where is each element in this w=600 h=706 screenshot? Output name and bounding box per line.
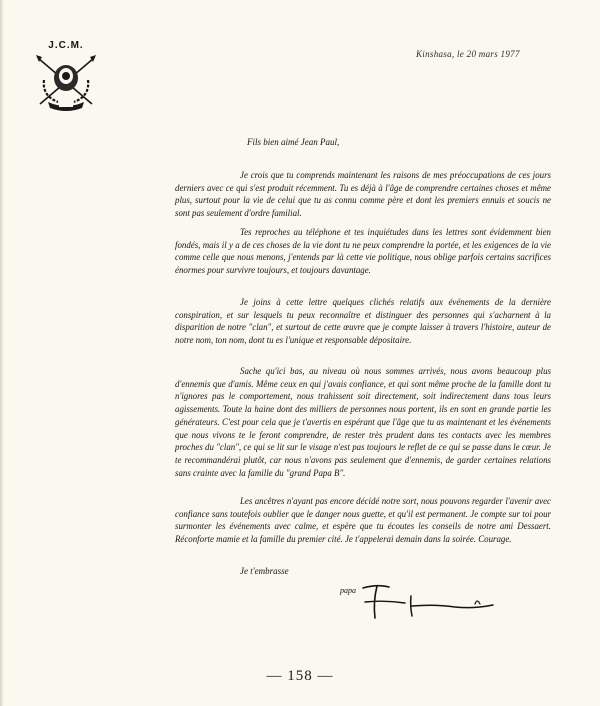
- page-number: — 158 —: [266, 668, 334, 684]
- letterhead: [26, 40, 106, 120]
- letter-paragraph-4: Sache qu'ici bas, au niveau où nous sommes arrivés, nous avons beaucoup plus d'ennemis que d'amis. Même ceux en qui j'avais confiance, et qui sont même proche de la famille dont tu n'ignores pas le comportement, nous trahissent soit directement, soit indirectement dans tous leurs agissements. Toute la haine dont des milliers de personnes nous portent, ils en sont en grande partie les générateurs. C'est pour cela que je t'avertis en espérant que l'âge que tu as maintenant et les événements que nous vivons te le feront comprendre, de rester très prudent dans tes contacts avec les membres proches du "clan", ce qui se lit sur le visage n'est pas toujours le reflet de ce qui se passe dans le cœur. Je te recommandérai plutôt, car nous n'avons pas seulement que d'ennemis, de garder certaines relations sans crainte avec la famille du "grand Papa B".: [175, 366, 551, 478]
- letter-salutation: Fils bien aimé Jean Paul,: [247, 137, 340, 147]
- letter-paragraph-5: Les ancêtres n'ayant pas encore décidé notre sort, nous pouvons regarder l'avenir avec confiance sans toutefois oublier que le danger nous guette, et qu'il est permanent. Je compte sur toi pour surmonter les événements avec calme, et espère que tu écoutes les conseils de notre ami Dessaert. Réconforte mamie et la famille du premier cité. Je t'appelerai demain dans la soirée. Courage.: [175, 496, 551, 545]
- letter-paragraph-1: Je crois que tu comprends maintenant les raisons de mes préoccupations de ces jours derniers avec ce qui s'est produit récemment. Tu es déjà à l'âge de comprendre certaines choses et même plus, surtout pour la vie de celui que tu as connu comme père et dont les premiers ennuis et soucis ne sont pas seulement d'ordre familial.: [175, 170, 551, 219]
- handwritten-signature: [355, 574, 505, 624]
- letterhead-title: J.C.M.: [48, 40, 84, 51]
- letter-paragraph-3: Je joins à cette lettre quelques clichés relatifs aux événements de la dernière conspiration, et sur lesquels tu peux reconnaître et distinguer des personnes qui s'acharnent à la disparition de notre "clan", et surtout de cette œuvre que je compte laisser à travers l'histoire, auteur de notre nom, ton nom, dont tu es l'unique et responsable dépositaire.: [175, 297, 551, 346]
- letter-closing: Je t'embrasse: [240, 566, 289, 576]
- crest-emblem-icon: [32, 52, 100, 112]
- page-edge-shadow: [0, 0, 4, 706]
- letter-paragraph-2: Tes reproches au téléphone et tes inquiétudes dans les lettres sont évidemment bien fondés, mais il y a de ces choses de la vie dont tu ne peux comprendre la portée, et les exigences de la vie comme celle que nous menons, j'entends par là cette vie politique, nous oblige parfois certains sacrifices énormes pour survivre toujours, et toujours davantage.: [175, 227, 551, 276]
- signature-label: papa: [340, 586, 356, 595]
- letter-dateline: Kinshasa, le 20 mars 1977: [416, 49, 520, 59]
